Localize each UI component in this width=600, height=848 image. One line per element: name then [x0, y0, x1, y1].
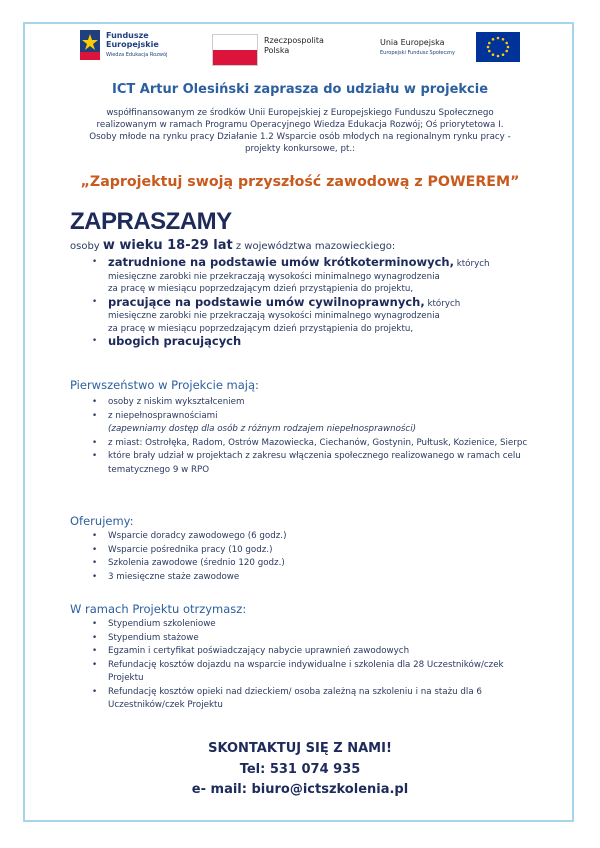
receive-list — [86, 618, 506, 713]
invite-heading: ICT Artur Olesiński zaprasza do udziału w projekcie — [111, 82, 489, 97]
list-item: • 3 miesięczne staże zawodowe — [86, 571, 556, 585]
who-prefix: osoby — [70, 241, 103, 252]
list-item: • Refundację kosztów opieki nad dzieckiem/ osoba zależną na szkoleniu i na stażu dla 6 Uczestników/czek Projektu — [86, 686, 506, 713]
list-item — [86, 296, 556, 336]
item-line: miesięczne zarobki nie przekraczają wysokości minimalnego wynagrodzenia — [108, 271, 440, 282]
list-item — [86, 410, 556, 437]
contact-email[interactable]: e- mail: biuro@ictszkolenia.pl — [191, 782, 409, 797]
ue-label: Unia Europejska — [380, 38, 445, 47]
list-item: • Stypendium szkoleniowe — [86, 618, 506, 632]
list-item: • Wsparcie pośrednika pracy (10 godz.) — [86, 544, 556, 558]
priority-heading: Pierwszeństwo w Projekcie mają: — [70, 378, 259, 392]
list-item: • Wsparcie doradcy zawodowego (6 godz.) — [86, 530, 556, 544]
item-lead: pracujące na podstawie umów cywilnoprawnych, — [108, 294, 425, 309]
list-item: • Refundację kosztów dojazdu na wsparcie indywidualne i szkolenia dla 28 Uczestników/czek Projektu — [86, 659, 506, 686]
cofin-line: współfinansowanym ze środków Unii Europejskiej z Europejskiego Funduszu Społecznego — [106, 108, 494, 118]
list-item: • osoby z niskim wykształceniem — [86, 396, 556, 410]
who-suffix: z województwa mazowieckiego: — [232, 241, 396, 252]
list-item: • Stypendium stażowe — [86, 632, 506, 646]
cofin-line: Osoby młode na rynku pracy Działanie 1.2 Wsparcie osób młodych na regionalnym rynku pracy - — [89, 132, 511, 142]
list-item: • Egzamin i certyfikat poświadczający nabycie uprawnień zawodowych — [86, 645, 506, 659]
item-line: miesięczne zarobki nie przekraczają wysokości minimalnego wynagrodzenia — [108, 311, 440, 321]
who-age: w wieku 18-29 lat — [102, 238, 233, 253]
target-group-line — [70, 238, 395, 253]
item-tail: których — [453, 259, 490, 269]
offer-list — [86, 530, 556, 584]
fe-title: Fundusze Europejskie — [106, 31, 159, 49]
fe-star-icon — [80, 30, 102, 60]
item-text: • z niepełnosprawnościami — [108, 410, 218, 421]
fe-subtitle: Wiedza Edukacja Rozwój — [106, 52, 168, 58]
cofinancing-text — [52, 107, 548, 155]
unia-europejska-logo — [380, 32, 520, 68]
eu-flag-icon — [476, 32, 520, 62]
offer-heading: Oferujemy: — [70, 514, 134, 528]
ue-sublabel: Europejski Fundusz Społeczny — [380, 50, 455, 56]
list-item: • z miast: Ostrołęka, Radom, Ostrów Mazowiecka, Ciechanów, Gostynin, Pułtusk, Kozienice, Sierpc — [86, 437, 556, 451]
list-item: • Szkolenia zawodowe (średnio 120 godz.) — [86, 557, 556, 571]
item-lead: zatrudnione na podstawie umów krótkoterminowych, — [108, 255, 454, 269]
cofin-line: realizowanym w ramach Programu Operacyjnego Wiedza Edukacja Rozwój; Oś priorytetowa I. — [96, 120, 504, 130]
project-title: „Zaprojektuj swoją przyszłość zawodową z POWEREM” — [80, 174, 520, 190]
item-line: za pracę w miesiącu poprzedzającym dzień przystąpienia do projektu, — [108, 284, 414, 294]
polish-flag-icon — [212, 34, 258, 66]
list-item: • które brały udział w projektach z zakresu włączenia społecznego realizowanego w ramach celu tematycznego 9 w RPO — [86, 450, 556, 477]
item-lead: ubogich pracujących — [108, 334, 242, 348]
item-tail: których — [424, 298, 461, 309]
accessibility-note: (zapewniamy dostęp dla osób z różnym rodzajem niepełnosprawności) — [108, 424, 416, 434]
fundusze-europejskie-logo — [80, 30, 200, 70]
rp-label: Rzeczpospolita Polska — [264, 36, 324, 55]
zapraszamy-heading: ZAPRASZAMY — [70, 208, 232, 235]
target-list — [86, 256, 556, 350]
receive-heading: W ramach Projektu otrzymasz: — [70, 602, 247, 616]
list-item — [86, 335, 556, 350]
contact-phone: Tel: 531 074 935 — [239, 762, 361, 777]
logo-bar — [80, 30, 520, 70]
cofin-line: projekty konkursowe, pt.: — [244, 144, 356, 154]
item-line: za pracę w miesiącu poprzedzającym dzień przystąpienia do projektu, — [108, 323, 414, 334]
contact-cta: SKONTAKTUJ SIĘ Z NAMI! — [208, 741, 392, 756]
rzeczpospolita-logo — [212, 34, 362, 66]
priority-list — [86, 396, 556, 477]
list-item — [86, 256, 556, 296]
